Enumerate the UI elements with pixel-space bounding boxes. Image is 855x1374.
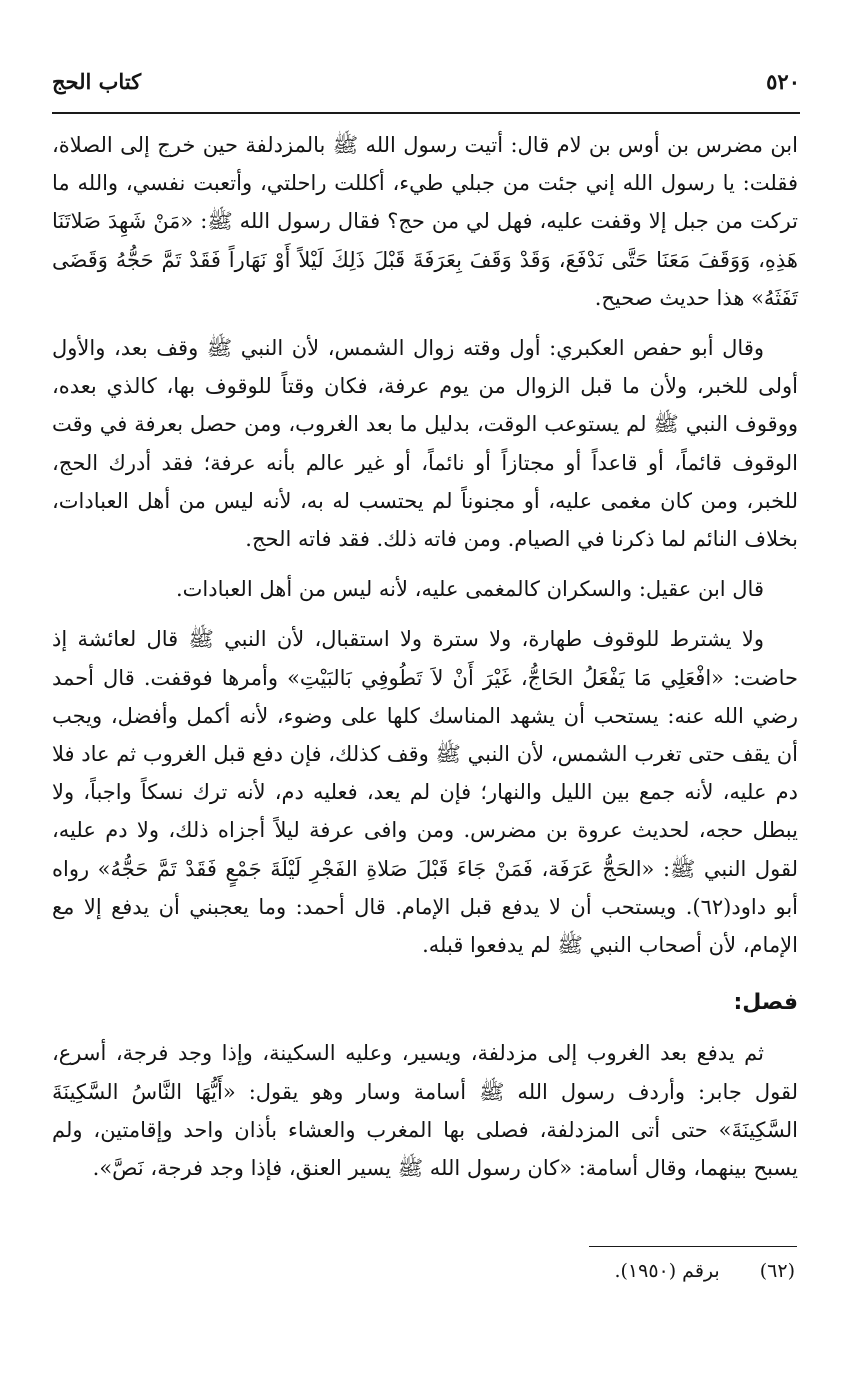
section-heading: فصل: — [733, 990, 798, 1016]
page-number: ٥٢٠ — [766, 69, 800, 94]
footnote-text: برقم (١٩٥٠). — [614, 1260, 720, 1282]
paragraph: وقال أبو حفص العكبري: أول وقته زوال الشمس، لأن النبي ﷺ وقف بعد، والأول أولى للخبر، ولأن ما قبل الزوال من يوم عرفة، فكان وقتاً للوقوف بها، كالذي بعده، ووقوف النبي ﷺ لم يستوعب الوقت، بدليل ما بعد الغروب، ومن حصل بعرفة في وقت الوقوف قائماً، أو قاعداً أو مجتازاً أو نائماً، أو غير عالم بأنه عرفة؛ فقد أدرك الحج، للخبر، ومن كان مغمى عليه، أو مجنوناً لم يحتسب له به، لأنه ليس من أهل العبادات، بخلاف النائم لما ذكرنا في الصيام. ومن فاته ذلك. فقد فاته الحج. — [52, 336, 798, 552]
paragraph: ولا يشترط للوقوف طهارة، ولا سترة ولا استقبال، لأن النبي ﷺ قال لعائشة إذ حاضت: «افْعَلِي مَا يَفْعَلُ الحَاجُّ، غَيْرَ أَنْ لاَ تَطُوفِي بَالبَيْتِ» وأمرها فوقفت. قال أحمد رضي الله عنه: يستحب أن يشهد المناسك كلها على وضوء، لأنه أكمل وأفضل، ويجب أن يقف حتى تغرب الشمس، لأن النبي ﷺ وقف كذلك، فإن دفع قبل الغروب ثم عاد فلا دم عليه، لأنه جمع بين الليل والنهار؛ فإن لم يعد، فعليه دم، لأنه ترك نسكاً واجباً، ولا يبطل حجه، لحديث عروة بن مضرس. ومن وافى عرفة ليلاً أجزاه ذلك، ولا دم عليه، لقول النبي ﷺ: «الحَجُّ عَرَفَة، فَمَنْ جَاءَ قَبْلَ صَلاةِ الفَجْرِ لَيْلَةَ جَمْعٍ فَقَدْ تَمَّ حَجُّهُ» رواه أبو داود(٦٢). ويستحب أن لا يدفع قبل الإمام. قال أحمد: وما يعجبني أن يدفع إلا مع الإمام، لأن أصحاب النبي ﷺ لم يدفعوا قبله. — [52, 627, 798, 958]
running-title: كتاب الحج — [52, 69, 142, 94]
paragraph: ثم يدفع بعد الغروب إلى مزدلفة، ويسير، وعليه السكينة، وإذا وجد فرجة، أسرع، لقول جابر: وأردف رسول الله ﷺ أسامة وسار وهو يقول: «أَيُّهَا النَّاسُ السَّكِينَةَ السَّكِينَةَ» حتى أتى المزدلفة، فصلى بها المغرب والعشاء بأذان واحد وإقامتين، ولم يسبح بينهما، وقال أسامة: «كان رسول الله ﷺ يسير العنق، فإذا وجد فرجة، نَصَّ». — [52, 1041, 798, 1181]
footnote-rule — [589, 1246, 797, 1247]
paragraph: ابن مضرس بن أوس بن لام قال: أتيت رسول الله ﷺ بالمزدلفة حين خرج إلى الصلاة، فقلت: يا رسول الله إني جئت من جبلي طيء، أكللت راحلتي، وأتعبت نفسي، والله ما تركت من جبل إلا وقفت عليه، فهل لي من حج؟ فقال رسول الله ﷺ: «مَنْ شَهِدَ صَلاتَنَا هَذِهِ، وَوَقَفَ مَعَنَا حَتَّى نَدْفَعَ، وَقَدْ وَقَفَ بِعَرَفَةَ قَبْلَ ذَلِكَ لَيْلاً أَوْ نَهَاراً فَقَدْ تَمَّ حَجُّهُ وَقَضَى تَفَثَهُ» هذا حديث صحيح. — [52, 133, 798, 310]
page-header — [52, 58, 800, 94]
paragraph: قال ابن عقيل: والسكران كالمغمى عليه، لأنه ليس من أهل العبادات. — [175, 577, 764, 602]
footnote-number: (٦٢) — [759, 1260, 795, 1282]
footnote — [614, 1260, 795, 1282]
main-text — [52, 126, 798, 1187]
header-rule — [52, 112, 800, 114]
